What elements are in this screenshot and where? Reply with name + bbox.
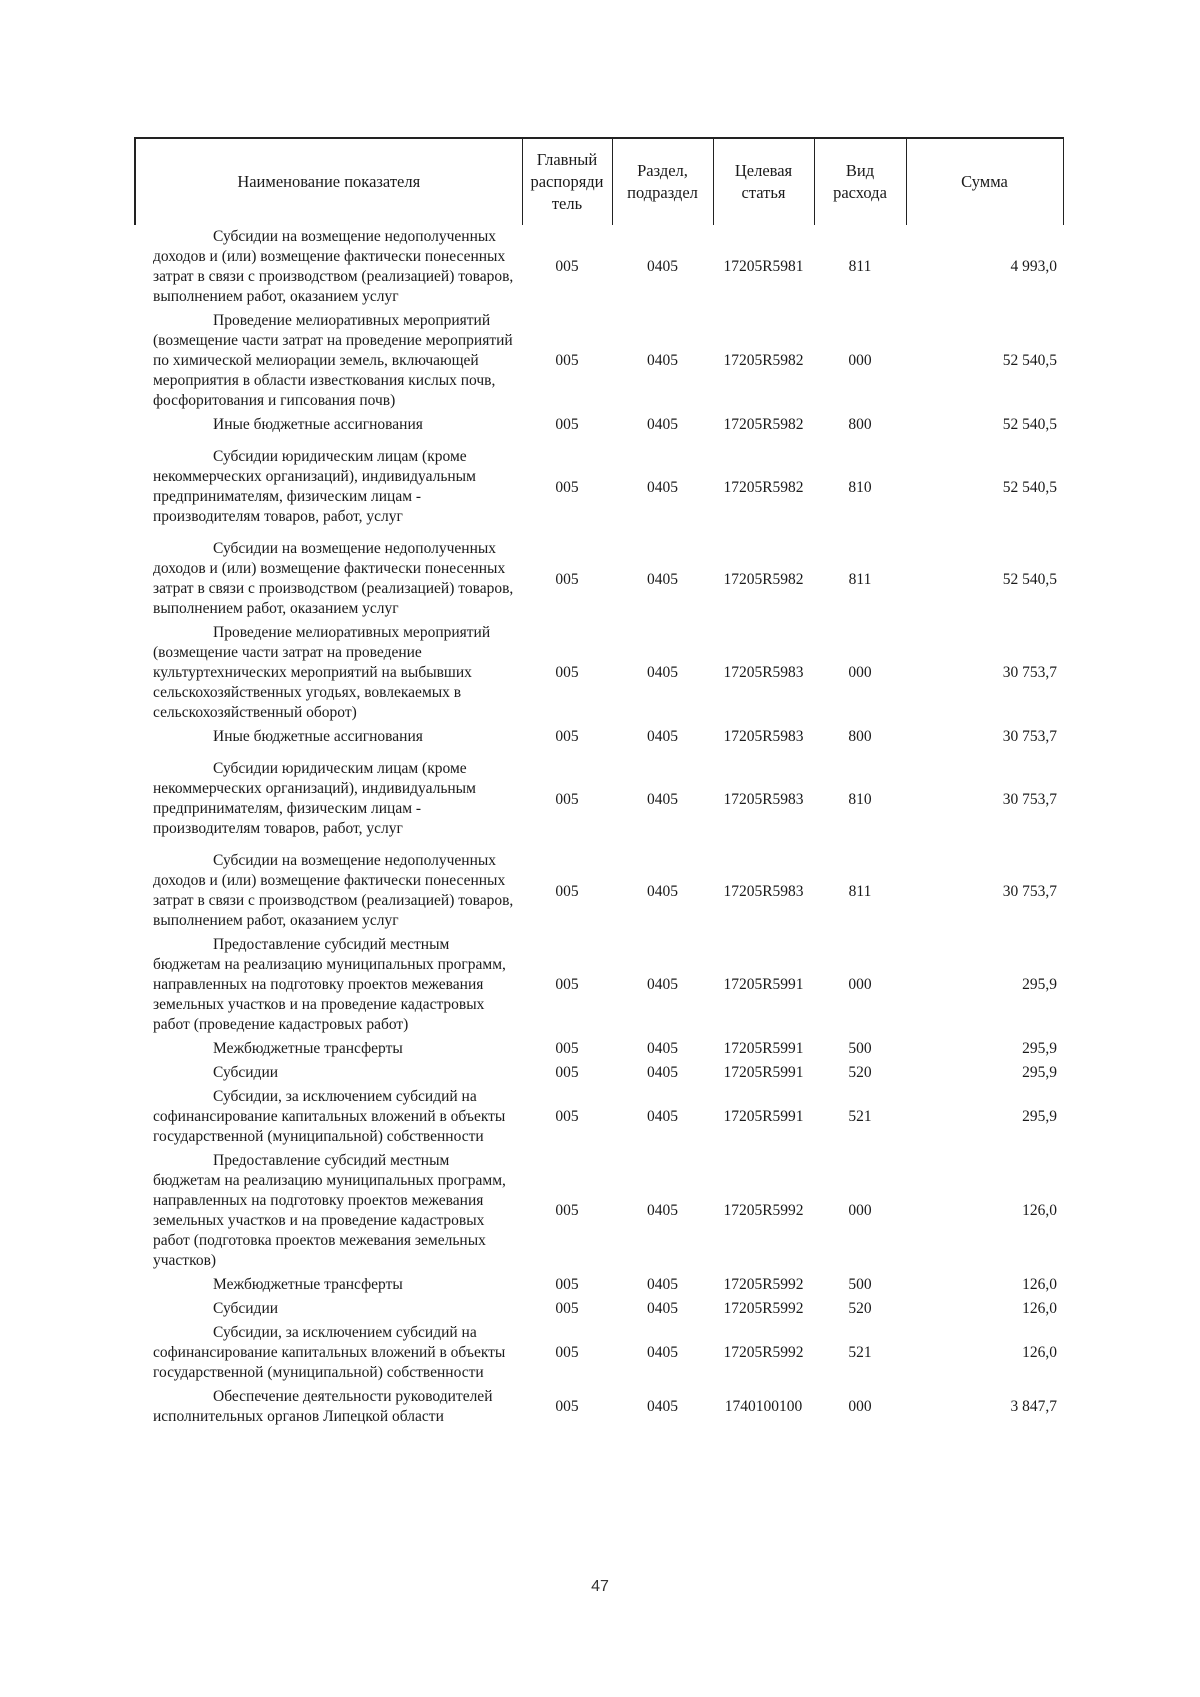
table-row	[135, 621, 1063, 725]
row-sum: 295,9	[1022, 1064, 1057, 1081]
row-cs: 17205R5983	[723, 728, 804, 745]
table-body	[135, 225, 1063, 1429]
row-cs: 17205R5992	[723, 1202, 804, 1219]
row-rz: 0405	[647, 728, 678, 745]
row-cs: 17205R5983	[723, 664, 804, 681]
row-vr: 811	[848, 571, 872, 588]
table-row	[135, 749, 1063, 841]
row-cs: 17205R5982	[723, 571, 804, 588]
row-rz: 0405	[647, 571, 678, 588]
row-name	[135, 725, 522, 749]
row-cs: 17205R5982	[723, 479, 804, 496]
row-vr: 810	[848, 479, 872, 496]
row-cs: 17205R5991	[723, 1064, 804, 1081]
table-row	[135, 1385, 1063, 1429]
row-name	[135, 621, 522, 725]
row-cs: 17205R5982	[723, 416, 804, 433]
row-rz: 0405	[647, 416, 678, 433]
row-sum: 52 540,5	[1002, 416, 1057, 433]
row-name-text: Проведение мелиоративных мероприятий (возмещение части затрат на проведение мероприятий по химической мелиорации земель, включающей мероприятия в области известкования кислых почв, фосфоритования и гипсования почв)	[153, 312, 513, 409]
row-vr: 811	[848, 258, 872, 275]
row-name-text: Обеспечение деятельности руководителей исполнительных органов Липецкой области	[153, 1388, 493, 1425]
row-rz: 0405	[647, 479, 678, 496]
table-row	[135, 1297, 1063, 1321]
table-row	[135, 1061, 1063, 1085]
row-sum: 126,0	[1022, 1202, 1057, 1219]
table-row	[135, 841, 1063, 933]
row-gr: 005	[555, 1202, 579, 1219]
row-sum: 4 993,0	[1010, 258, 1057, 275]
row-name	[135, 1085, 522, 1149]
row-sum: 126,0	[1022, 1344, 1057, 1361]
row-gr: 005	[555, 571, 579, 588]
row-vr: 521	[848, 1108, 872, 1125]
row-gr: 005	[555, 728, 579, 745]
row-rz: 0405	[647, 1398, 678, 1415]
row-name-text: Межбюджетные трансферты	[213, 1276, 403, 1293]
row-rz: 0405	[647, 1202, 678, 1219]
row-name-text: Субсидии юридическим лицам (кроме некоммерческих организаций), индивидуальным предпринимателям, физическим лицам - производителям товаров, работ, услуг	[153, 760, 476, 837]
row-sum: 30 753,7	[1002, 664, 1057, 681]
row-gr: 005	[555, 1040, 579, 1057]
row-name-text: Иные бюджетные ассигнования	[213, 728, 423, 745]
row-vr: 520	[848, 1064, 872, 1081]
row-cs: 17205R5983	[723, 791, 804, 808]
row-gr: 005	[555, 1108, 579, 1125]
row-name	[135, 529, 522, 621]
row-name-text: Субсидии	[213, 1064, 279, 1081]
row-sum: 295,9	[1022, 976, 1057, 993]
page-number: 47	[591, 1578, 609, 1595]
row-sum: 3 847,7	[1010, 1398, 1057, 1415]
row-gr: 005	[555, 1276, 579, 1293]
row-name-text: Проведение мелиоративных мероприятий (возмещение части затрат на проведение культуртехнических мероприятий на выбывших сельскохозяйственных угодьях, вовлекаемых в сельскохозяйственный оборот)	[153, 624, 491, 721]
row-vr: 811	[848, 883, 872, 900]
row-vr: 000	[848, 1398, 872, 1415]
row-rz: 0405	[647, 664, 678, 681]
row-vr: 800	[848, 416, 872, 433]
row-name	[135, 1385, 522, 1429]
row-name	[135, 437, 522, 529]
row-sum: 30 753,7	[1002, 728, 1057, 745]
row-gr: 005	[555, 1300, 579, 1317]
row-vr: 000	[848, 664, 872, 681]
row-gr: 005	[555, 1344, 579, 1361]
row-cs: 17205R5992	[723, 1344, 804, 1361]
row-gr: 005	[555, 664, 579, 681]
row-name	[135, 841, 522, 933]
row-name-text: Субсидии на возмещение недополученных доходов и (или) возмещение фактически понесенных затрат в связи с производством (реализацией) товаров, выполнением работ, оказанием услуг	[153, 540, 514, 617]
row-gr: 005	[555, 1064, 579, 1081]
row-cs: 17205R5991	[723, 976, 804, 993]
row-rz: 0405	[647, 976, 678, 993]
row-name-text: Иные бюджетные ассигнования	[213, 416, 423, 433]
row-cs: 17205R5991	[723, 1108, 804, 1125]
row-gr: 005	[555, 352, 579, 369]
row-cs: 17205R5981	[723, 258, 804, 275]
table-row	[135, 309, 1063, 413]
row-rz: 0405	[647, 1040, 678, 1057]
row-rz: 0405	[647, 791, 678, 808]
header-rz: Раздел, подраздел	[612, 138, 713, 225]
header-sum: Сумма	[906, 138, 1063, 225]
row-cs: 17205R5992	[723, 1276, 804, 1293]
row-rz: 0405	[647, 1276, 678, 1293]
row-name	[135, 1061, 522, 1085]
table-header	[135, 138, 1063, 225]
row-sum: 52 540,5	[1002, 571, 1057, 588]
row-cs: 17205R5992	[723, 1300, 804, 1317]
row-name	[135, 1273, 522, 1297]
row-vr: 500	[848, 1040, 872, 1057]
row-vr: 521	[848, 1344, 872, 1361]
row-name-text: Субсидии, за исключением субсидий на софинансирование капитальных вложений в объекты государственной (муниципальной) собственности	[153, 1088, 506, 1145]
row-sum: 52 540,5	[1002, 479, 1057, 496]
row-name-text: Межбюджетные трансферты	[213, 1040, 403, 1057]
row-name	[135, 225, 522, 309]
row-cs: 17205R5982	[723, 352, 804, 369]
row-rz: 0405	[647, 883, 678, 900]
row-gr: 005	[555, 976, 579, 993]
row-vr: 500	[848, 1276, 872, 1293]
table-row	[135, 225, 1063, 309]
row-rz: 0405	[647, 1064, 678, 1081]
row-gr: 005	[555, 416, 579, 433]
table-row	[135, 529, 1063, 621]
budget-table	[134, 137, 1064, 1429]
table-row	[135, 725, 1063, 749]
row-sum: 126,0	[1022, 1276, 1057, 1293]
row-name-text: Субсидии на возмещение недополученных доходов и (или) возмещение фактически понесенных затрат в связи с производством (реализацией) товаров, выполнением работ, оказанием услуг	[153, 852, 514, 929]
row-name-text: Предоставление субсидий местным бюджетам на реализацию муниципальных программ, направленных на подготовку проектов межевания земельных участков и на проведение кадастровых работ (подготовка проектов межевания земельных участков)	[153, 1152, 506, 1269]
table-row	[135, 1149, 1063, 1273]
row-rz: 0405	[647, 258, 678, 275]
table-row	[135, 1321, 1063, 1385]
row-rz: 0405	[647, 352, 678, 369]
table-row	[135, 1273, 1063, 1297]
row-vr: 800	[848, 728, 872, 745]
row-vr: 810	[848, 791, 872, 808]
row-name	[135, 749, 522, 841]
row-name	[135, 933, 522, 1037]
header-name: Наименование показателя	[135, 138, 522, 225]
table-row	[135, 933, 1063, 1037]
row-gr: 005	[555, 479, 579, 496]
row-cs: 1740100100	[724, 1398, 803, 1415]
header-cs: Целевая статья	[713, 138, 814, 225]
row-cs: 17205R5991	[723, 1040, 804, 1057]
row-rz: 0405	[647, 1108, 678, 1125]
row-vr: 000	[848, 1202, 872, 1219]
row-rz: 0405	[647, 1300, 678, 1317]
row-name-text: Субсидии юридическим лицам (кроме некоммерческих организаций), индивидуальным предпринимателям, физическим лицам - производителям товаров, работ, услуг	[153, 448, 476, 525]
row-name	[135, 413, 522, 437]
row-name	[135, 1037, 522, 1061]
table-row	[135, 437, 1063, 529]
row-name-text: Субсидии	[213, 1300, 279, 1317]
table-row	[135, 1037, 1063, 1061]
row-sum: 295,9	[1022, 1040, 1057, 1057]
row-name	[135, 1297, 522, 1321]
row-sum: 52 540,5	[1002, 352, 1057, 369]
header-gr: Главный распоряди тель	[522, 138, 612, 225]
row-cs: 17205R5983	[723, 883, 804, 900]
row-sum: 30 753,7	[1002, 883, 1057, 900]
row-gr: 005	[555, 883, 579, 900]
row-vr: 000	[848, 976, 872, 993]
table-row	[135, 413, 1063, 437]
table-row	[135, 1085, 1063, 1149]
row-rz: 0405	[647, 1344, 678, 1361]
header-vr: Вид расхода	[814, 138, 906, 225]
row-sum: 295,9	[1022, 1108, 1057, 1125]
row-vr: 000	[848, 352, 872, 369]
row-name	[135, 1149, 522, 1273]
row-name-text: Субсидии, за исключением субсидий на софинансирование капитальных вложений в объекты государственной (муниципальной) собственности	[153, 1324, 506, 1381]
row-name	[135, 1321, 522, 1385]
row-name-text: Субсидии на возмещение недополученных доходов и (или) возмещение фактически понесенных затрат в связи с производством (реализацией) товаров, выполнением работ, оказанием услуг	[153, 228, 514, 305]
row-gr: 005	[555, 791, 579, 808]
row-gr: 005	[555, 258, 579, 275]
row-name	[135, 309, 522, 413]
row-sum: 126,0	[1022, 1300, 1057, 1317]
row-name-text: Предоставление субсидий местным бюджетам на реализацию муниципальных программ, направленных на подготовку проектов межевания земельных участков и на проведение кадастровых работ (проведение кадастровых работ)	[153, 936, 506, 1033]
row-gr: 005	[555, 1398, 579, 1415]
row-sum: 30 753,7	[1002, 791, 1057, 808]
row-vr: 520	[848, 1300, 872, 1317]
